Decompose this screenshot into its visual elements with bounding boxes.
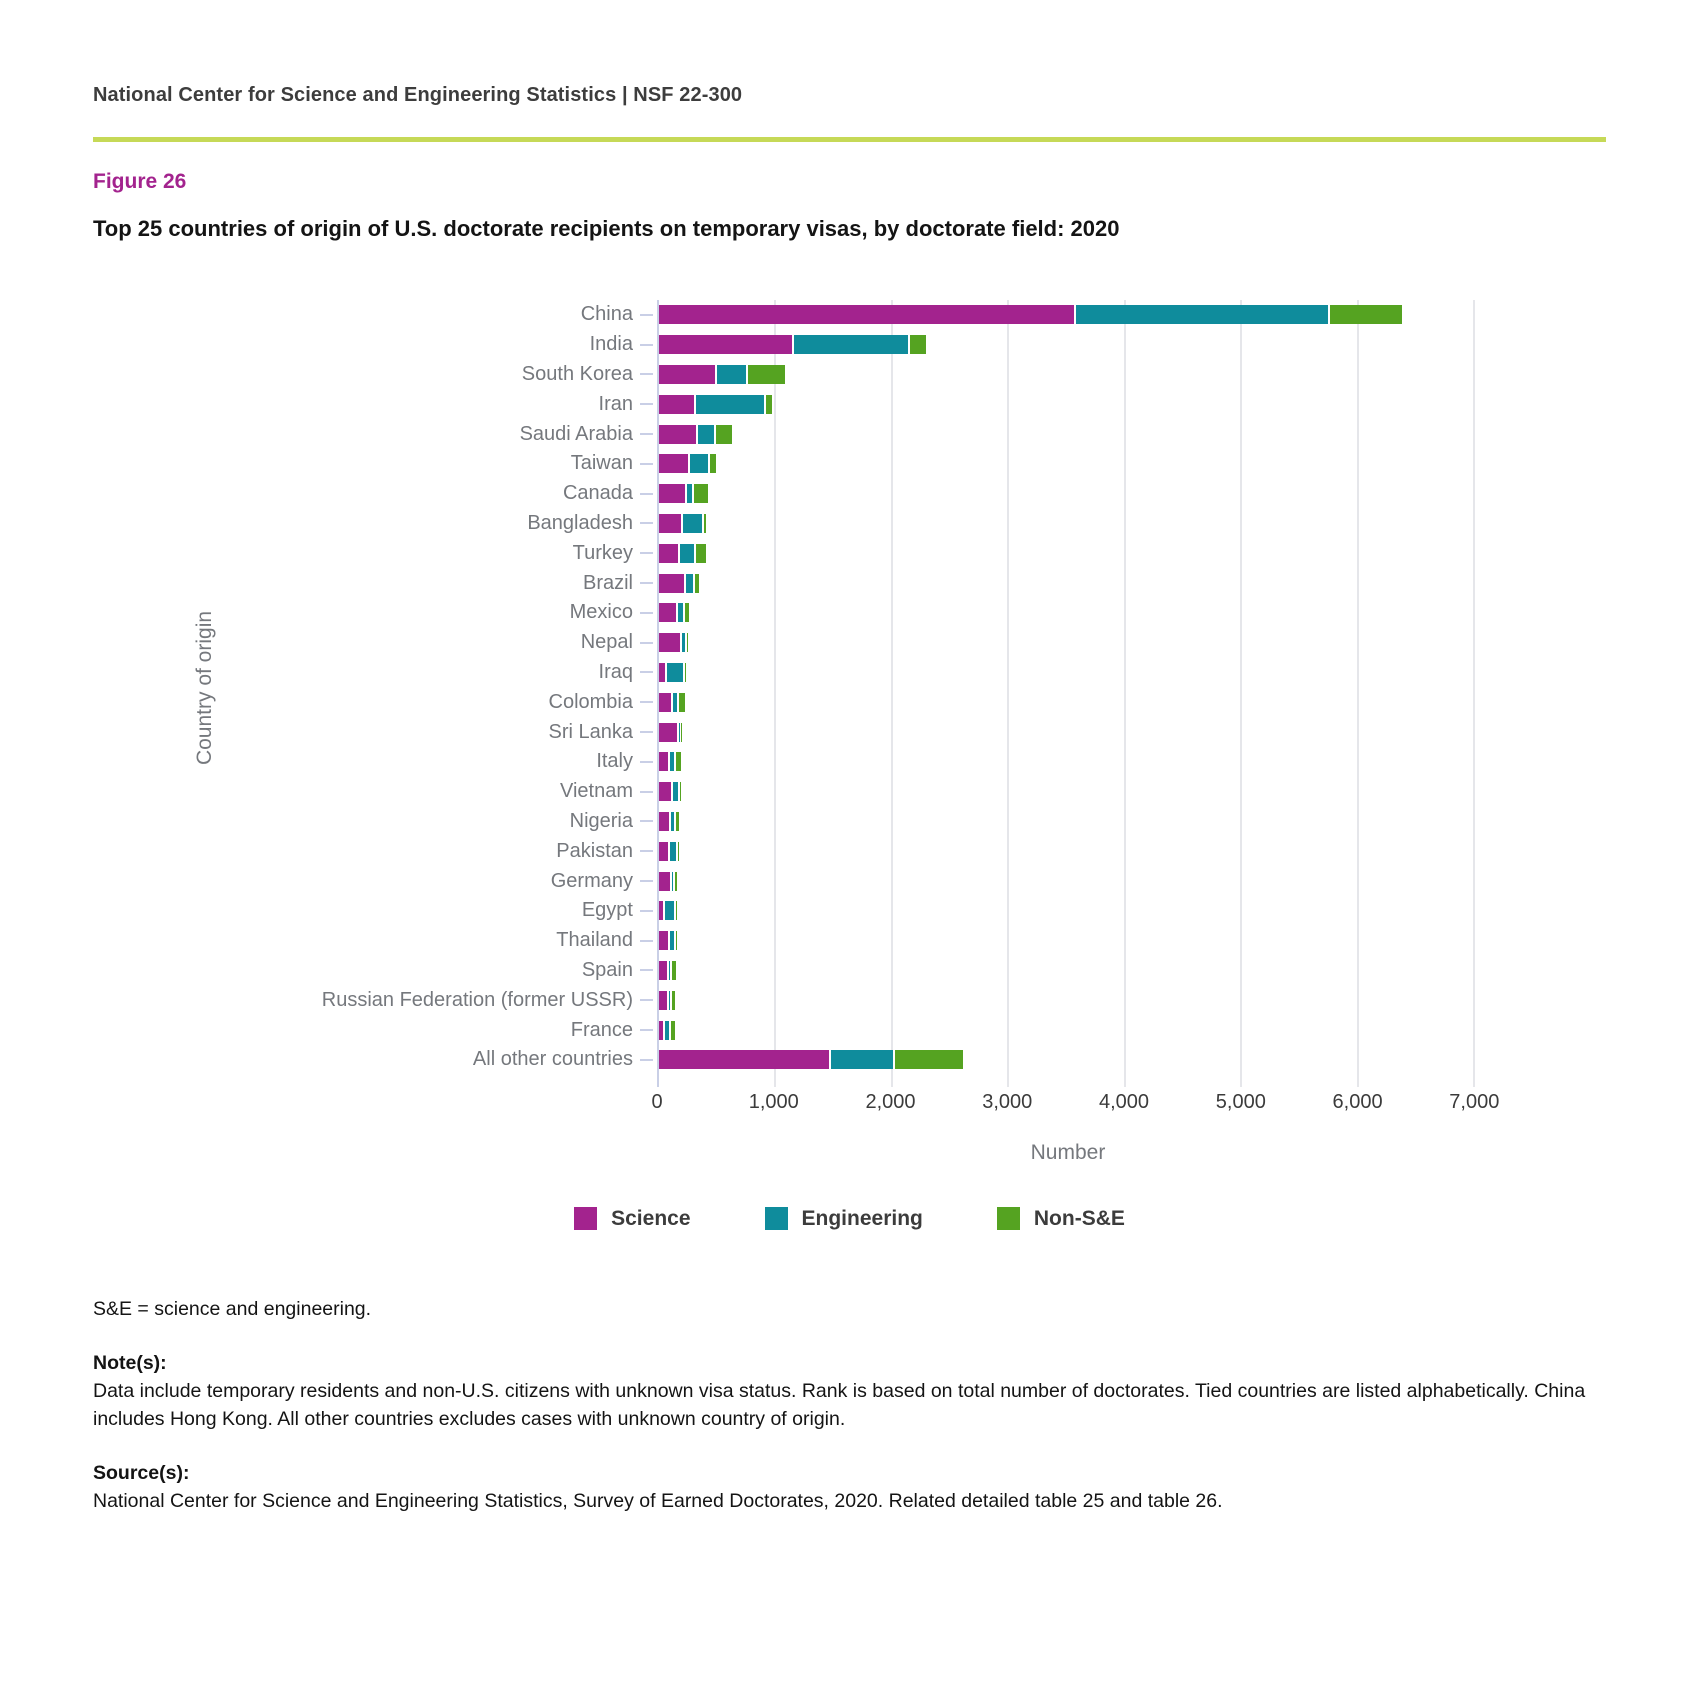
bar-segment-engineering [673, 693, 677, 712]
chart-row [93, 985, 1606, 1015]
bar-segment-science [659, 901, 663, 920]
bar-segment-engineering [672, 872, 673, 891]
bar-segment-science [659, 335, 792, 354]
bar-segment-science [659, 454, 688, 473]
bar-segment-science [659, 574, 684, 593]
bar-segment-engineering [717, 365, 746, 384]
bar-segment-engineering [682, 633, 685, 652]
stacked-bar-chart [93, 300, 1606, 1231]
category-label: Taiwan [570, 452, 633, 475]
category-label: Spain [581, 958, 633, 981]
bar-segment-science [659, 1050, 829, 1069]
bar-segment-engineering [678, 603, 683, 622]
y-tick-mark [640, 880, 653, 882]
y-tick-mark [640, 671, 653, 673]
bar-segment-science [659, 425, 696, 444]
bar-segment-non-s-e [716, 425, 732, 444]
category-label: Iraq [598, 660, 633, 683]
bar-segment-engineering [667, 663, 683, 682]
bar-segment-non-s-e [910, 335, 926, 354]
chart-row [93, 1015, 1606, 1045]
y-tick-zone [633, 940, 659, 942]
y-tick-zone [633, 850, 659, 852]
bar-segment-non-s-e [685, 663, 686, 682]
y-tick-mark [640, 969, 653, 971]
legend-item [997, 1207, 1125, 1231]
bar-segment-engineering [670, 842, 676, 861]
notes-heading: Note(s): [93, 1351, 167, 1374]
y-tick-zone [633, 314, 659, 316]
y-tick-mark [640, 612, 653, 614]
bar-segment-engineering [670, 752, 674, 771]
chart-row [93, 836, 1606, 866]
figure-title: Top 25 countries of origin of U.S. doctorate recipients on temporary visas, by doctorate field: 2020 [93, 216, 1120, 241]
bar-segment-science [659, 782, 671, 801]
legend-item [765, 1207, 923, 1231]
y-tick-mark [640, 731, 653, 733]
category-label: Germany [550, 869, 633, 892]
x-axis-title: Number [1030, 1140, 1106, 1164]
bar-track [659, 395, 1481, 414]
y-tick-mark [640, 373, 653, 375]
bar-track [659, 603, 1481, 622]
y-tick-zone [633, 820, 659, 822]
chart-row [93, 479, 1606, 509]
bar-track [659, 544, 1481, 563]
bar-segment-non-s-e [676, 752, 681, 771]
y-tick-zone [633, 373, 659, 375]
y-tick-mark [640, 701, 653, 703]
y-tick-zone [633, 910, 659, 912]
bar-segment-non-s-e [678, 842, 679, 861]
bar-segment-science [659, 693, 671, 712]
bar-segment-engineering [670, 931, 673, 950]
y-tick-zone [633, 969, 659, 971]
category-label: All other countries [472, 1048, 633, 1071]
category-label: Iran [598, 392, 633, 415]
bar-segment-non-s-e [1330, 305, 1402, 324]
y-tick-mark [640, 850, 653, 852]
figure-number: Figure 26 [93, 170, 187, 193]
y-tick-mark [640, 314, 653, 316]
x-tick-label: 0 [651, 1090, 663, 1113]
bar-segment-engineering [686, 574, 693, 593]
y-tick-zone [633, 1059, 659, 1061]
bar-segment-non-s-e [685, 603, 690, 622]
y-tick-mark [640, 761, 653, 763]
bar-segment-non-s-e [676, 931, 677, 950]
bar-segment-science [659, 603, 676, 622]
y-tick-mark [640, 433, 653, 435]
category-label: Russian Federation (former USSR) [321, 988, 633, 1011]
bar-track [659, 723, 1481, 742]
bar-track [659, 901, 1481, 920]
chart-row [93, 777, 1606, 807]
bar-segment-science [659, 633, 680, 652]
bar-segment-science [659, 514, 681, 533]
bar-segment-non-s-e [895, 1050, 963, 1069]
bar-segment-non-s-e [679, 693, 685, 712]
bar-track [659, 633, 1481, 652]
chart-row [93, 360, 1606, 390]
bar-segment-science [659, 931, 668, 950]
bar-segment-science [659, 663, 665, 682]
category-label: Thailand [556, 929, 633, 952]
y-tick-zone [633, 880, 659, 882]
bar-segment-engineering [665, 901, 674, 920]
bar-segment-science [659, 365, 715, 384]
y-tick-zone [633, 403, 659, 405]
bar-segment-non-s-e [687, 633, 688, 652]
bar-segment-engineering [690, 454, 708, 473]
category-label: Mexico [569, 601, 633, 624]
y-tick-zone [633, 552, 659, 554]
bar-segment-engineering [680, 544, 695, 563]
bar-segment-engineering [831, 1050, 893, 1069]
y-tick-zone [633, 522, 659, 524]
y-tick-zone [633, 642, 659, 644]
chart-row [93, 866, 1606, 896]
y-tick-mark [640, 940, 653, 942]
y-tick-mark [640, 1059, 653, 1061]
chart-row [93, 628, 1606, 658]
chart-row [93, 956, 1606, 986]
legend-label: Engineering [801, 1206, 923, 1230]
x-tick-label: 3,000 [982, 1090, 1033, 1113]
bar-segment-non-s-e [675, 872, 677, 891]
bar-track [659, 931, 1481, 950]
chart-row [93, 896, 1606, 926]
abbreviation-note: S&E = science and engineering. [93, 1297, 372, 1320]
y-tick-mark [640, 552, 653, 554]
sources-heading: Source(s): [93, 1461, 190, 1484]
bar-track [659, 842, 1481, 861]
x-tick-label: 2,000 [865, 1090, 916, 1113]
y-tick-mark [640, 582, 653, 584]
category-label: Sri Lanka [548, 720, 633, 743]
chart-row [93, 449, 1606, 479]
category-label: Nigeria [569, 809, 633, 832]
bar-track [659, 991, 1481, 1010]
legend-item [574, 1207, 690, 1231]
bar-track [659, 454, 1481, 473]
legend-label: Science [611, 1206, 691, 1230]
y-tick-zone [633, 1029, 659, 1031]
category-label: France [570, 1018, 633, 1041]
chart-row [93, 717, 1606, 747]
bar-segment-non-s-e [710, 454, 716, 473]
bar-segment-non-s-e [676, 812, 679, 831]
category-label: Turkey [572, 541, 633, 564]
chart-row [93, 598, 1606, 628]
bar-segment-science [659, 484, 685, 503]
bar-segment-science [659, 1021, 663, 1040]
y-tick-zone [633, 463, 659, 465]
chart-row [93, 926, 1606, 956]
category-label: Pakistan [556, 839, 633, 862]
bar-track [659, 812, 1481, 831]
bar-segment-non-s-e [672, 961, 676, 980]
y-tick-mark [640, 820, 653, 822]
bar-segment-engineering [669, 991, 670, 1010]
y-tick-zone [633, 344, 659, 346]
category-label: Brazil [582, 571, 633, 594]
y-tick-zone [633, 493, 659, 495]
category-label: Canada [562, 482, 633, 505]
category-label: Colombia [548, 690, 633, 713]
category-label: Italy [596, 750, 633, 773]
bar-track [659, 514, 1481, 533]
bar-segment-engineering [679, 723, 680, 742]
bar-track [659, 335, 1481, 354]
y-tick-mark [640, 403, 653, 405]
figure-footer [93, 1295, 1606, 1515]
y-tick-zone [633, 433, 659, 435]
category-label: South Korea [521, 362, 633, 385]
bar-segment-engineering [687, 484, 692, 503]
bar-track [659, 693, 1481, 712]
bar-track [659, 1021, 1481, 1040]
bar-segment-science [659, 961, 667, 980]
y-tick-zone [633, 999, 659, 1001]
bar-segment-science [659, 872, 670, 891]
category-label: Vietnam [559, 780, 633, 803]
y-axis-title: Country of origin [193, 610, 216, 766]
notes-body: Data include temporary residents and non-U.S. citizens with unknown visa status. Rank is based on total number of doctorates. Tied countries are listed alphabetically. China includes Hong Kong. All other countries excludes cases with unknown country of origin. [93, 1379, 1586, 1430]
category-label: China [580, 303, 633, 326]
bar-segment-science [659, 812, 669, 831]
legend-swatch [765, 1207, 788, 1230]
bar-segment-science [659, 544, 678, 563]
bar-segment-non-s-e [695, 574, 700, 593]
legend-swatch [997, 1207, 1020, 1230]
bar-segment-non-s-e [680, 782, 681, 801]
chart-row [93, 687, 1606, 717]
bar-segment-non-s-e [748, 365, 785, 384]
bar-track [659, 872, 1481, 891]
bar-segment-engineering [673, 782, 678, 801]
plot-rows [93, 300, 1606, 1075]
bar-segment-science [659, 305, 1074, 324]
bar-segment-engineering [665, 1021, 669, 1040]
x-tick-label: 7,000 [1449, 1090, 1500, 1113]
y-tick-zone [633, 612, 659, 614]
bar-segment-non-s-e [766, 395, 772, 414]
bar-segment-engineering [683, 514, 703, 533]
x-tick-label: 5,000 [1215, 1090, 1266, 1113]
bar-segment-engineering [671, 812, 675, 831]
x-axis-ticks [651, 1090, 1500, 1117]
y-tick-mark [640, 344, 653, 346]
chart-row [93, 300, 1606, 330]
bar-segment-science [659, 991, 667, 1010]
chart-legend [93, 1207, 1606, 1231]
sources-body: National Center for Science and Engineering Statistics, Survey of Earned Doctorates, 2020. Related detailed table 25 and table 26. [93, 1489, 1223, 1512]
chart-row [93, 747, 1606, 777]
y-tick-zone [633, 671, 659, 673]
y-tick-mark [640, 999, 653, 1001]
chart-row [93, 807, 1606, 837]
chart-row [93, 509, 1606, 539]
bar-track [659, 961, 1481, 980]
bar-track [659, 574, 1481, 593]
y-tick-zone [633, 761, 659, 763]
chart-row [93, 330, 1606, 360]
y-tick-mark [640, 1029, 653, 1031]
bar-track [659, 305, 1481, 324]
y-tick-mark [640, 791, 653, 793]
y-tick-zone [633, 791, 659, 793]
y-tick-mark [640, 910, 653, 912]
chart-row [93, 419, 1606, 449]
y-tick-zone [633, 701, 659, 703]
category-label: India [589, 333, 633, 356]
legend-swatch [574, 1207, 597, 1230]
bar-track [659, 752, 1481, 771]
category-label: Nepal [580, 631, 633, 654]
chart-row [93, 538, 1606, 568]
y-tick-mark [640, 463, 653, 465]
bar-segment-science [659, 752, 668, 771]
report-header: National Center for Science and Engineering Statistics | NSF 22-300 [93, 84, 743, 106]
bar-segment-engineering [794, 335, 908, 354]
y-tick-mark [640, 642, 653, 644]
bar-segment-engineering [669, 961, 670, 980]
y-tick-mark [640, 493, 653, 495]
y-tick-zone [633, 582, 659, 584]
x-tick-label: 4,000 [1099, 1090, 1150, 1113]
bar-segment-non-s-e [704, 514, 706, 533]
bar-track [659, 484, 1481, 503]
category-label: Egypt [581, 899, 633, 922]
bar-segment-non-s-e [676, 901, 677, 920]
bar-track [659, 1050, 1481, 1069]
bar-track [659, 782, 1481, 801]
divider-line [93, 137, 1606, 142]
bar-track [659, 365, 1481, 384]
category-label: Saudi Arabia [519, 422, 633, 445]
x-tick-label: 1,000 [748, 1090, 799, 1113]
bar-segment-science [659, 723, 677, 742]
chart-row [93, 1045, 1606, 1075]
bar-segment-engineering [696, 395, 764, 414]
chart-row [93, 389, 1606, 419]
legend-label: Non-S&E [1033, 1206, 1125, 1230]
page [0, 84, 1699, 1515]
bar-segment-engineering [698, 425, 714, 444]
bar-track [659, 425, 1481, 444]
bar-segment-science [659, 395, 694, 414]
bar-segment-engineering [1076, 305, 1328, 324]
bar-segment-non-s-e [681, 723, 682, 742]
chart-row [93, 568, 1606, 598]
chart-row [93, 658, 1606, 688]
bar-segment-non-s-e [672, 991, 676, 1010]
bar-segment-non-s-e [694, 484, 708, 503]
x-tick-label: 6,000 [1332, 1090, 1383, 1113]
category-label: Bangladesh [527, 511, 633, 534]
bar-segment-non-s-e [671, 1021, 675, 1040]
bar-segment-science [659, 842, 668, 861]
y-tick-zone [633, 731, 659, 733]
bar-segment-non-s-e [696, 544, 705, 563]
bar-track [659, 663, 1481, 682]
y-tick-mark [640, 522, 653, 524]
